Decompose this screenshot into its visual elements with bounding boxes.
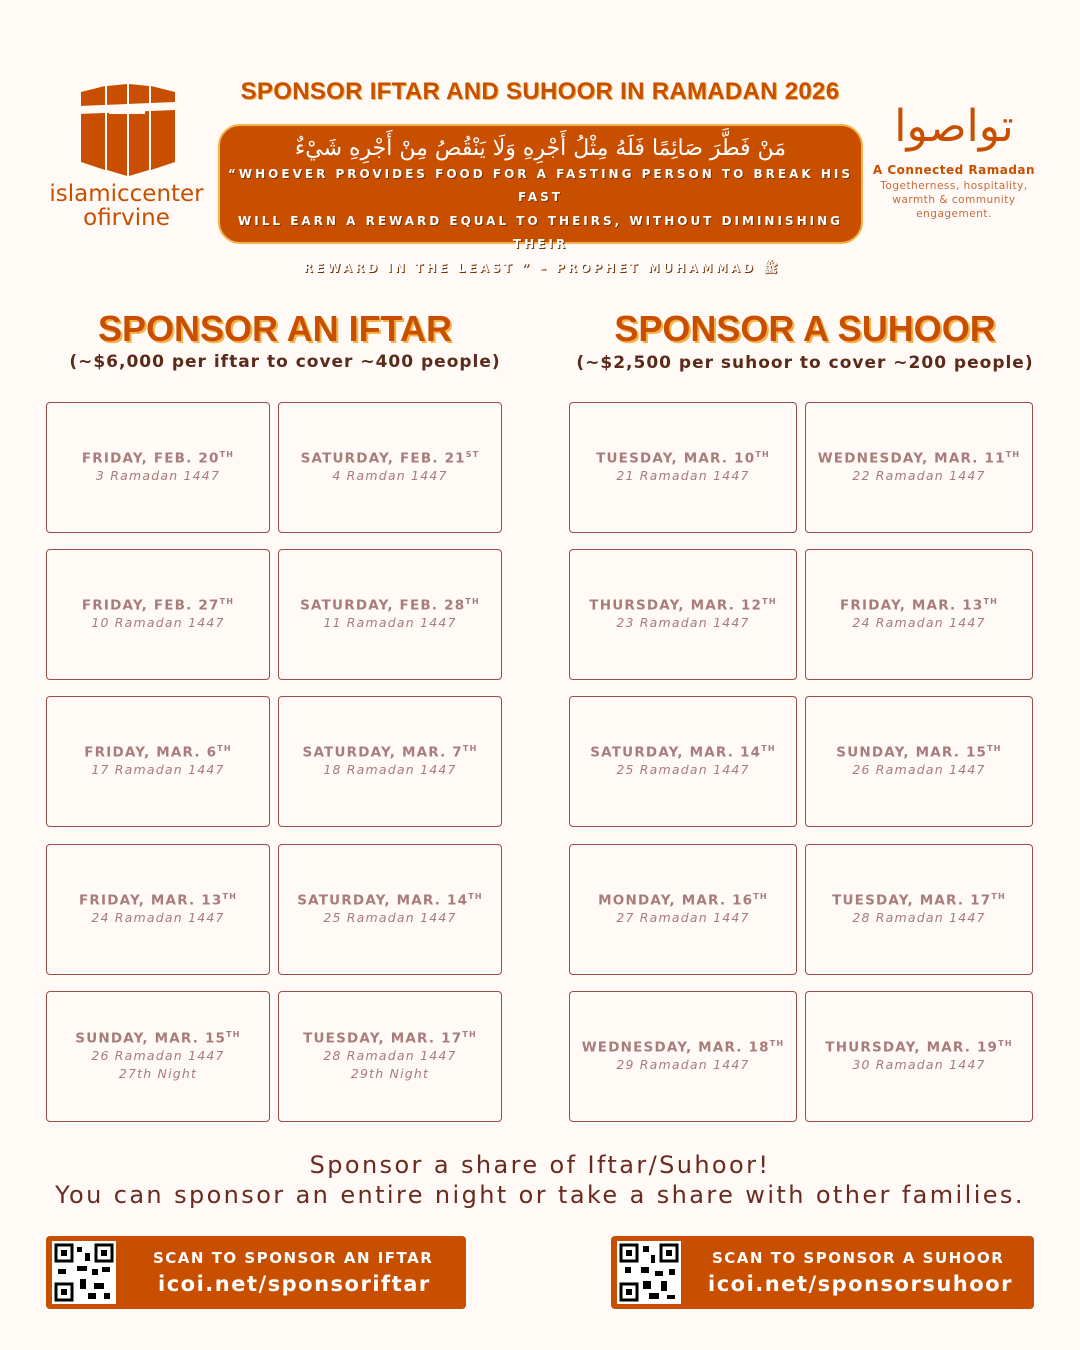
card-date-text: WEDNESDAY, MAR. 18	[581, 1039, 770, 1056]
iftar-date-card[interactable]	[46, 844, 270, 975]
hadith-english-3: REWARD IN THE LEAST ” – PROPHET MUHAMMAD ﷺ	[303, 261, 778, 275]
hadith-english-2: WILL EARN A REWARD EQUAL TO THEIRS, WITHOUT DIMINISHING THEIR	[238, 214, 843, 251]
card-date-text: THURSDAY, MAR. 12	[589, 597, 763, 614]
suhoor-cta-label: SCAN TO SPONSOR A SUHOOR	[712, 1249, 1005, 1267]
suhoor-date-card[interactable]	[805, 696, 1033, 827]
card-date	[589, 597, 776, 614]
card-date	[590, 744, 776, 761]
iftar-section-subtitle: (~$6,000 per iftar to cover ~400 people)	[69, 352, 501, 372]
iftar-cta-label: SCAN TO SPONSOR AN IFTAR	[153, 1249, 434, 1267]
card-date-suffix: TH	[998, 1039, 1013, 1049]
card-date-text: TUESDAY, MAR. 17	[303, 1030, 463, 1047]
card-date	[598, 892, 768, 909]
logo-line-1: islamiccenter	[49, 181, 204, 207]
card-hijri-date: 18 Ramadan 1447	[323, 761, 457, 777]
card-date	[75, 1030, 240, 1047]
suhoor-section-title: SPONSOR A SUHOOR	[614, 308, 996, 349]
iftar-date-card[interactable]	[46, 696, 270, 827]
brand-tagline: Togetherness, hospitality, warmth & community engagement.	[880, 180, 1028, 220]
iftar-date-card[interactable]	[278, 844, 502, 975]
card-date-suffix: ST	[465, 450, 480, 460]
card-date	[582, 1039, 785, 1056]
card-hijri-date: 3 Ramadan 1447	[95, 467, 221, 483]
suhoor-cta-link[interactable]: icoi.net/sponsorsuhoor	[708, 1272, 1013, 1296]
qr-code-icon[interactable]	[52, 1241, 116, 1304]
card-date	[836, 744, 1001, 761]
page-title: SPONSOR IFTAR AND SUHOOR IN RAMADAN 2026	[240, 78, 840, 105]
card-date-suffix: TH	[219, 450, 235, 460]
qr-code-icon[interactable]	[617, 1241, 681, 1304]
card-date	[79, 892, 237, 909]
share-line-2: You can sponsor an entire night or take a share with other families.	[55, 1181, 1025, 1209]
suhoor-date-card[interactable]	[805, 844, 1033, 975]
card-date-suffix: TH	[983, 597, 999, 607]
iftar-date-card[interactable]	[278, 991, 502, 1122]
iftar-date-card[interactable]	[278, 402, 502, 533]
card-date-suffix: TH	[755, 450, 770, 460]
card-hijri-date: 27 Ramadan 1447	[616, 909, 750, 925]
card-hijri-date: 28 Ramadan 1447	[323, 1047, 457, 1063]
card-date-text: SATURDAY, MAR. 14	[590, 744, 762, 761]
suhoor-date-card[interactable]	[805, 991, 1033, 1122]
card-date-suffix: TH	[991, 892, 1006, 902]
card-date-suffix: TH	[219, 597, 235, 607]
card-date-text: FRIDAY, FEB. 20	[81, 450, 220, 467]
card-hijri-date: 30 Ramadan 1447	[852, 1056, 986, 1072]
card-date-suffix: TH	[761, 744, 776, 754]
card-date-suffix: TH	[769, 1039, 785, 1049]
sponsor-suhoor-cta[interactable]	[611, 1236, 1034, 1309]
card-hijri-date: 11 Ramadan 1447	[323, 614, 457, 630]
card-date-text: FRIDAY, MAR. 13	[839, 597, 984, 614]
card-date	[832, 892, 1006, 909]
card-date-suffix: TH	[465, 597, 480, 607]
suhoor-section-subtitle: (~$2,500 per suhoor to cover ~200 people)	[576, 353, 1034, 373]
card-date-text: SATURDAY, MAR. 14	[297, 892, 469, 909]
suhoor-date-card[interactable]	[805, 549, 1033, 680]
suhoor-date-card[interactable]	[569, 549, 797, 680]
card-date-text: FRIDAY, MAR. 13	[78, 892, 223, 909]
calligraphy-logo: تواصوا	[894, 101, 1014, 152]
card-date-text: WEDNESDAY, MAR. 11	[817, 450, 1006, 467]
suhoor-date-card[interactable]	[569, 991, 797, 1122]
card-date-suffix: TH	[217, 744, 232, 754]
islamic-center-logo	[44, 84, 209, 230]
iftar-section-title: SPONSOR AN IFTAR	[97, 308, 452, 349]
card-hijri-date: 28 Ramadan 1447	[852, 909, 986, 925]
card-hijri-date: 10 Ramadan 1447	[91, 614, 225, 630]
connected-ramadan-brand	[870, 92, 1038, 221]
suhoor-date-card[interactable]	[569, 696, 797, 827]
card-date-text: TUESDAY, MAR. 17	[832, 892, 992, 909]
iftar-date-card[interactable]	[46, 549, 270, 680]
card-hijri-date: 26 Ramadan 1447	[852, 761, 986, 777]
card-date-text: MONDAY, MAR. 16	[598, 892, 754, 909]
card-date-text: SATURDAY, FEB. 21	[300, 450, 466, 467]
card-hijri-date: 4 Ramdan 1447	[332, 467, 448, 483]
card-date	[82, 597, 234, 614]
card-hijri-date: 25 Ramadan 1447	[323, 909, 457, 925]
iftar-date-card[interactable]	[278, 696, 502, 827]
card-date	[297, 892, 483, 909]
card-date	[84, 744, 231, 761]
card-note: 27th Night	[118, 1065, 198, 1081]
card-date-text: TUESDAY, MAR. 10	[596, 450, 756, 467]
logo-line-2: ofirvine	[83, 205, 170, 231]
card-date	[303, 1030, 477, 1047]
card-hijri-date: 23 Ramadan 1447	[616, 614, 750, 630]
card-date	[301, 450, 480, 467]
card-date	[840, 597, 998, 614]
iftar-cta-link[interactable]: icoi.net/sponsoriftar	[158, 1272, 431, 1296]
card-date	[825, 1039, 1012, 1056]
hadith-banner	[218, 124, 863, 275]
card-date-text: THURSDAY, MAR. 19	[825, 1039, 999, 1056]
suhoor-date-card[interactable]	[569, 402, 797, 533]
card-date-text: SUNDAY, MAR. 15	[836, 744, 988, 761]
card-date-suffix: TH	[468, 892, 483, 902]
card-hijri-date: 29 Ramadan 1447	[616, 1056, 750, 1072]
card-date-suffix: TH	[753, 892, 768, 902]
kaaba-icon	[79, 84, 175, 178]
share-message	[0, 1150, 1080, 1210]
card-note: 29th Night	[350, 1065, 430, 1081]
hadith-english-1: “WHOEVER PROVIDES FOOD FOR A FASTING PERSON TO BREAK HIS FAST	[228, 167, 853, 204]
card-date-suffix: TH	[226, 1030, 241, 1040]
card-date-text: FRIDAY, FEB. 27	[81, 597, 220, 614]
iftar-date-card[interactable]	[46, 402, 270, 533]
card-hijri-date: 26 Ramadan 1447	[91, 1047, 225, 1063]
card-hijri-date: 24 Ramadan 1447	[91, 909, 225, 925]
iftar-date-card[interactable]	[278, 549, 502, 680]
card-date-suffix: TH	[222, 892, 238, 902]
card-hijri-date: 24 Ramadan 1447	[852, 614, 986, 630]
card-date-suffix: TH	[1005, 450, 1021, 460]
card-date-suffix: TH	[987, 744, 1002, 754]
card-hijri-date: 22 Ramadan 1447	[852, 467, 986, 483]
card-hijri-date: 21 Ramadan 1447	[616, 467, 750, 483]
card-date	[818, 450, 1021, 467]
hadith-arabic: مَنْ فَطَّرَ صَائِمًا فَلَهُ مِثْلُ أَجْرِهِ وَلَا يَنْقُصُ مِنْ أَجْرِهِ شَيْءٌ	[294, 136, 787, 161]
card-hijri-date: 25 Ramadan 1447	[616, 761, 750, 777]
card-date	[300, 597, 480, 614]
card-date-text: SATURDAY, FEB. 28	[300, 597, 466, 614]
card-hijri-date: 17 Ramadan 1447	[91, 761, 225, 777]
card-date-text: SUNDAY, MAR. 15	[75, 1030, 227, 1047]
card-date-suffix: TH	[762, 597, 777, 607]
card-date-text: FRIDAY, MAR. 6	[84, 744, 218, 761]
card-date	[303, 744, 478, 761]
iftar-date-card[interactable]	[46, 991, 270, 1122]
card-date	[596, 450, 770, 467]
brand-title: A Connected Ramadan	[872, 163, 1036, 177]
card-date	[82, 450, 234, 467]
share-line-1: Sponsor a share of Iftar/Suhoor!	[309, 1151, 771, 1179]
card-date-suffix: TH	[462, 1030, 477, 1040]
card-date-text: SATURDAY, MAR. 7	[302, 744, 463, 761]
card-date-suffix: TH	[462, 744, 478, 754]
sponsor-iftar-cta[interactable]	[46, 1236, 466, 1309]
suhoor-date-card[interactable]	[805, 402, 1033, 533]
suhoor-date-card[interactable]	[569, 844, 797, 975]
